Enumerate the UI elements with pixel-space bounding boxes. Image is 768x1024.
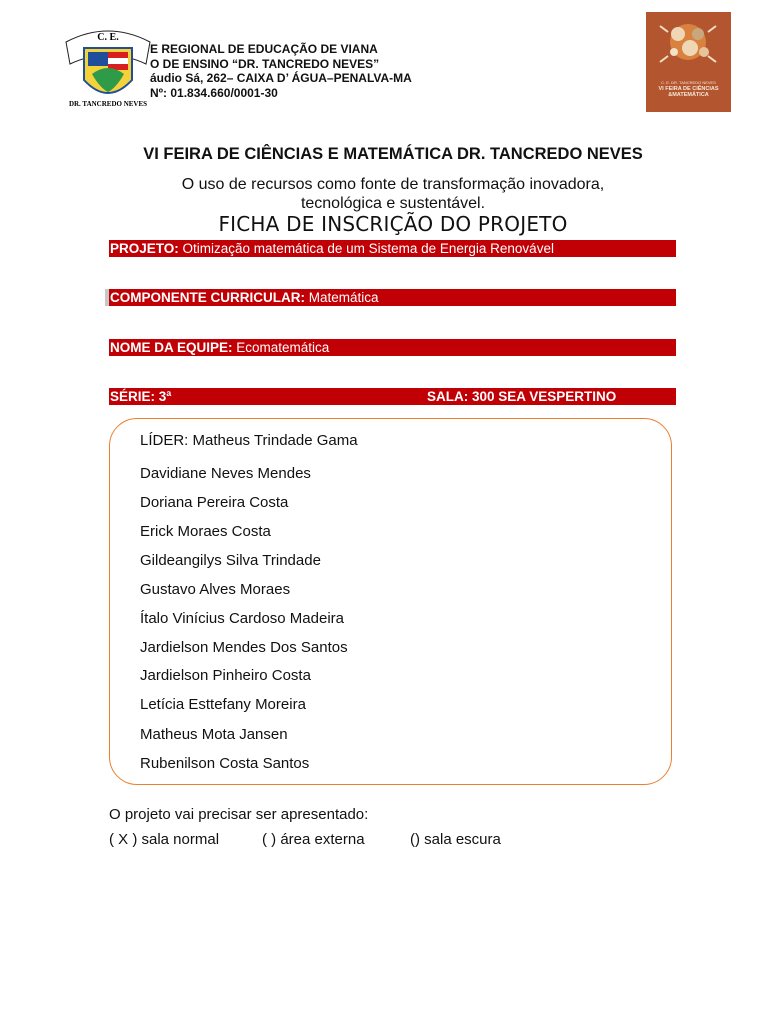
member-name: Letícia Esttefany Moreira — [140, 696, 306, 713]
header-line: áudio Sá, 262– CAIXA D’ ÁGUA–PENALVA-MA — [150, 71, 412, 85]
fair-title: VI FEIRA DE CIÊNCIAS E MATEMÁTICA DR. TANCREDO NEVES — [143, 145, 643, 163]
component-label: COMPONENTE CURRICULAR: — [110, 290, 305, 305]
team-label: NOME DA EQUIPE: — [110, 340, 233, 355]
theme-line-1: O uso de recursos como fonte de transformação inovadora, — [181, 176, 605, 193]
team-leader: LÍDER: Matheus Trindade Gama — [140, 432, 358, 449]
presentation-question: O projeto vai precisar ser apresentado: — [109, 806, 369, 823]
option-outdoor-area: ( ) área externa — [262, 831, 365, 848]
emblem-text-top: C. E. — [97, 32, 119, 43]
project-label: PROJETO: — [110, 241, 179, 256]
member-name: Gildeangilys Silva Trindade — [140, 552, 321, 569]
project-field — [109, 240, 676, 257]
option-dark-room: () sala escura — [410, 831, 501, 848]
fair-theme — [120, 175, 666, 213]
member-name: Erick Moraes Costa — [140, 523, 271, 540]
grade-label: SÉRIE: 3ª — [110, 389, 172, 404]
project-value: Otimização matemática de um Sistema de Energia Renovável — [182, 241, 554, 256]
component-field — [109, 289, 676, 306]
header-line: Nº: 01.834.660/0001-30 — [150, 85, 278, 100]
member-name: Jardielson Mendes Dos Santos — [140, 639, 348, 656]
header-line: E REGIONAL DE EDUCAÇÃO DE VIANA — [150, 42, 378, 56]
member-name: Davidiane Neves Mendes — [140, 465, 311, 482]
member-name: Matheus Mota Jansen — [140, 726, 288, 743]
option-normal-room: ( X ) sala normal — [109, 831, 220, 848]
theme-line-2: tecnológica e sustentável. — [300, 195, 486, 212]
header-line: O DE ENSINO “DR. TANCREDO NEVES” — [150, 56, 380, 71]
team-field — [109, 339, 676, 356]
member-name: Ítalo Vinícius Cardoso Madeira — [140, 610, 344, 627]
form-title: FICHA DE INSCRIÇÃO DO PROJETO — [218, 212, 568, 236]
fair-badge — [646, 12, 731, 112]
member-name: Doriana Pereira Costa — [140, 494, 289, 511]
school-header — [150, 42, 412, 100]
component-value: Matemática — [308, 290, 379, 305]
grade-field — [109, 388, 676, 405]
member-name: Jardielson Pinheiro Costa — [140, 667, 311, 684]
room-label: SALA: 300 SEA VESPERTINO — [427, 389, 617, 404]
member-name: Rubenilson Costa Santos — [140, 755, 310, 772]
school-emblem — [62, 24, 154, 110]
badge-small-text: C. E. DR. TANCREDO NEVES — [661, 80, 716, 85]
emblem-text-bottom: DR. TANCREDO NEVES — [68, 100, 148, 108]
badge-subtitle: &MATEMÁTICA — [668, 92, 709, 98]
team-value: Ecomatemática — [236, 340, 330, 355]
badge-title: VI FEIRA DE CIÊNCIAS — [658, 86, 719, 92]
member-name: Gustavo Alves Moraes — [140, 581, 291, 598]
